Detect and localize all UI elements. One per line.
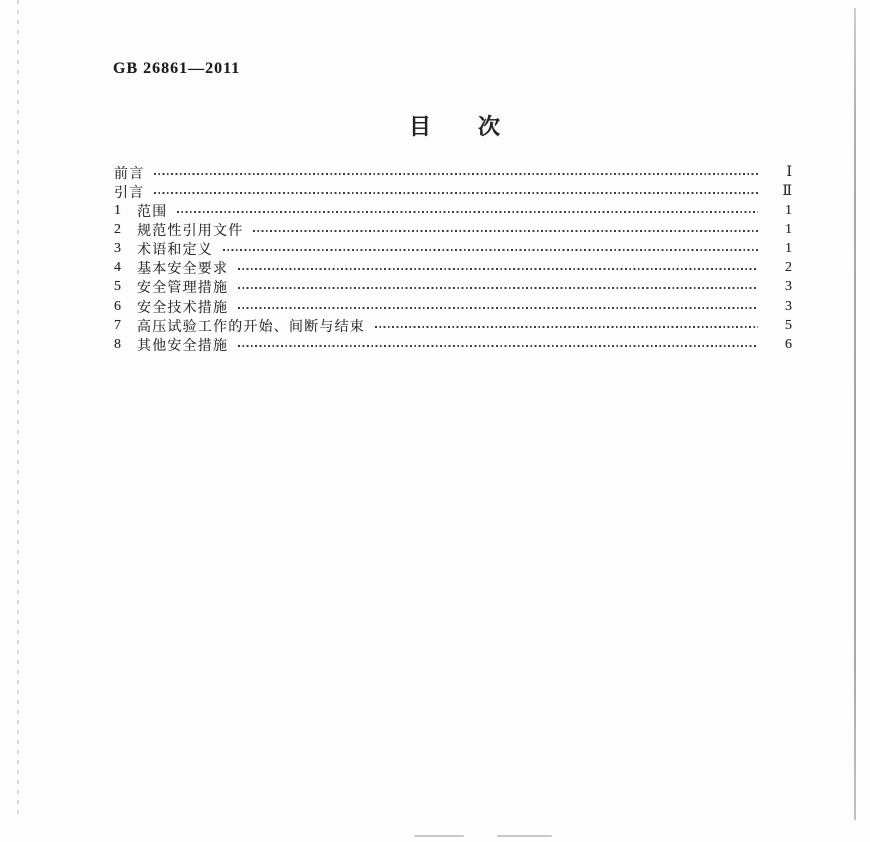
toc-leader-dots xyxy=(238,307,758,309)
toc-entry-number: 6 xyxy=(114,298,121,314)
toc-entry-label: 安全管理措施 xyxy=(137,281,229,297)
toc-entry-label: 高压试验工作的开始、间断与结束 xyxy=(137,319,365,335)
page-title: 目 次 xyxy=(409,114,502,139)
toc-leader-dots xyxy=(154,192,758,194)
scan-bottom-dash-artifact xyxy=(414,835,464,837)
toc-entry xyxy=(114,278,792,297)
toc-entry-number: 3 xyxy=(114,241,121,257)
standard-code: GB 26861—2011 xyxy=(113,60,241,77)
toc-entry-page-number: 1 xyxy=(785,241,792,257)
toc-entry-number: 8 xyxy=(114,336,121,352)
toc-entry-number: 4 xyxy=(114,260,121,276)
toc-leader-dots xyxy=(154,173,758,175)
toc-entry-label: 术语和定义 xyxy=(137,243,213,259)
toc-entry-label: 引言 xyxy=(114,185,145,201)
toc-entry xyxy=(114,240,792,259)
toc-leader-dots xyxy=(238,287,758,289)
table-of-contents xyxy=(114,163,792,354)
toc-entry-number: 5 xyxy=(114,279,121,295)
toc-entry-label: 规范性引用文件 xyxy=(137,224,244,239)
toc-entry xyxy=(114,182,792,201)
toc-entry xyxy=(114,316,792,335)
toc-entry-label: 其他安全措施 xyxy=(137,338,229,354)
toc-leader-dots xyxy=(375,326,758,328)
scan-edge-left-artifact xyxy=(17,0,19,815)
toc-entry-page-number: 3 xyxy=(785,279,792,295)
toc-entry-label: 安全技术措施 xyxy=(137,300,229,316)
toc-leader-dots xyxy=(238,268,758,270)
toc-entry-label: 前言 xyxy=(114,166,145,182)
toc-entry-number: 1 xyxy=(114,202,121,218)
toc-entry xyxy=(114,259,792,278)
toc-entry xyxy=(114,163,792,182)
toc-entry-page-number: 1 xyxy=(785,221,792,237)
toc-entry-page-number: 5 xyxy=(785,317,792,333)
toc-entry-page-number: 6 xyxy=(785,336,792,352)
toc-leader-dots xyxy=(223,249,758,251)
toc-entry-label: 基本安全要求 xyxy=(137,262,229,278)
toc-entry-number: 7 xyxy=(114,317,121,333)
toc-entry-page-number: Ⅱ xyxy=(782,184,792,200)
toc-leader-dots xyxy=(177,211,758,213)
toc-entry-page-number: Ⅰ xyxy=(786,165,792,181)
scan-edge-right-artifact xyxy=(854,8,856,820)
toc-leader-dots xyxy=(253,230,758,232)
toc-entry-page-number: 1 xyxy=(785,202,792,218)
toc-entry xyxy=(114,201,792,220)
scan-bottom-dash-artifact xyxy=(497,835,552,837)
toc-leader-dots xyxy=(238,345,758,347)
toc-entry-page-number: 3 xyxy=(785,298,792,314)
toc-entry-number: 2 xyxy=(114,221,121,237)
toc-entry xyxy=(114,220,792,239)
toc-entry xyxy=(114,297,792,316)
toc-entry-page-number: 2 xyxy=(785,260,792,276)
toc-entry xyxy=(114,335,792,354)
toc-entry-label: 范围 xyxy=(137,204,168,220)
